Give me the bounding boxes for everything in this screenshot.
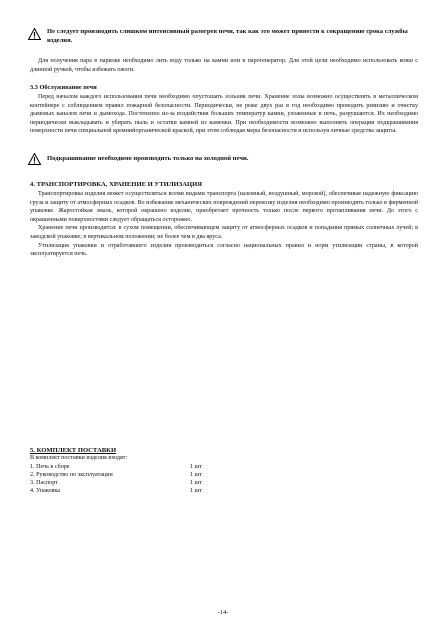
section-4-paragraph-3: Утилизация упаковки и отработавшего изделия производиться согласно национальных правил и норм утилизации страны, в которой эксплуатируется печь. [30,242,418,258]
list-item [30,480,220,488]
kit-item-qty: 1 шт [190,480,202,486]
warning-paint-text: Подкрашивание необходимо производить только на холодной печи. [47,155,249,162]
kit-item-name: 1. Печь в сборе [30,464,70,470]
section-3-3-paragraph: Перед началом каждого использования печи необходимо опустошать зольник печи. Хранение золы возможно осуществлять в металлическом контейнере с соблюдением правил пожарной безопасности. Периодически, не реже двух раз в год необходимо проводить ревизию и очистку дымовых каналов печи и дымохода. Постепенно из-за воздействия больших температур камни, уложенные в печь, разрушаются. Их необходимо периодически выкладывать и убирать пыль и остатки камней из каменки. При необходимости возможно выполнять операции подкрашивания поверхности печи специальной кремнийорганической краской, при этом соблюдая меры безопасности и используя личные средства защиты. [30,94,418,135]
section-5-intro: В комплект поставки изделия входят: [30,455,128,461]
kit-item-name: 3. Паспорт [30,480,58,486]
section-4-paragraph-1: Транспортировка изделия может осуществляться всеми видами транспорта (наземный, воздушный, морской), обеспечивая надежную фиксацию груза и защиту от атмосферных осадков. Во избежание механических повреждений перевозку изделия необходимо производить только в фирменной упаковке. Жаростойкая эмаль, которой окрашено изделие, приобретает прочность только после первого протапливания печи. До этого с окрашенными поверхностями следует обращаться осторожно. [30,191,418,223]
section-4-body [30,190,418,259]
warning-paint [28,153,420,165]
section-4-title: 4. ТРАНСПОРТИРОВКА, ХРАНЕНИЕ И УТИЛИЗАЦИЯ [30,181,203,188]
warning-triangle-icon [28,153,41,165]
page-number: -14- [217,609,229,616]
kit-item-qty: 1 шт [190,488,202,494]
section-3-3-body [30,93,418,136]
warning-top [28,28,420,45]
kit-item-qty: 1 шт [190,472,202,478]
section-5-title: 5. КОМПЛЕКТ ПОСТАВКИ [30,447,117,454]
steam-paragraph-text: Для получения пара в парилке необходимо лить воду только на камни или в парогенератор. Для этой цели необходимо использовать ковш с длинной ручкой, чтобы избежать ожоги. [30,58,418,73]
kit-item-name: 4. Упаковка [30,488,60,494]
list-item [30,472,220,480]
kit-item-qty: 1 шт [190,464,202,470]
steam-paragraph [30,57,418,74]
list-item [30,464,220,472]
warning-triangle-icon [28,28,41,40]
section-4-paragraph-2: Хранение печи производится: в сухом помещении, обеспечивающем защиту от атмосферных осадков и попадания прямых солнечных лучей; в заводской упаковке; в вертикальном положении; не более чем в два яруса. [30,225,418,240]
list-item [30,488,220,496]
kit-item-name: 2. Руководство по эксплуатации [30,472,113,478]
warning-top-text: Не следует производить слишком интенсивный разогрев печи, так как это может привести к сокращению срока службы изделия. [47,28,408,44]
section-3-3-title: 3.3 Обслуживание печи [30,84,97,91]
